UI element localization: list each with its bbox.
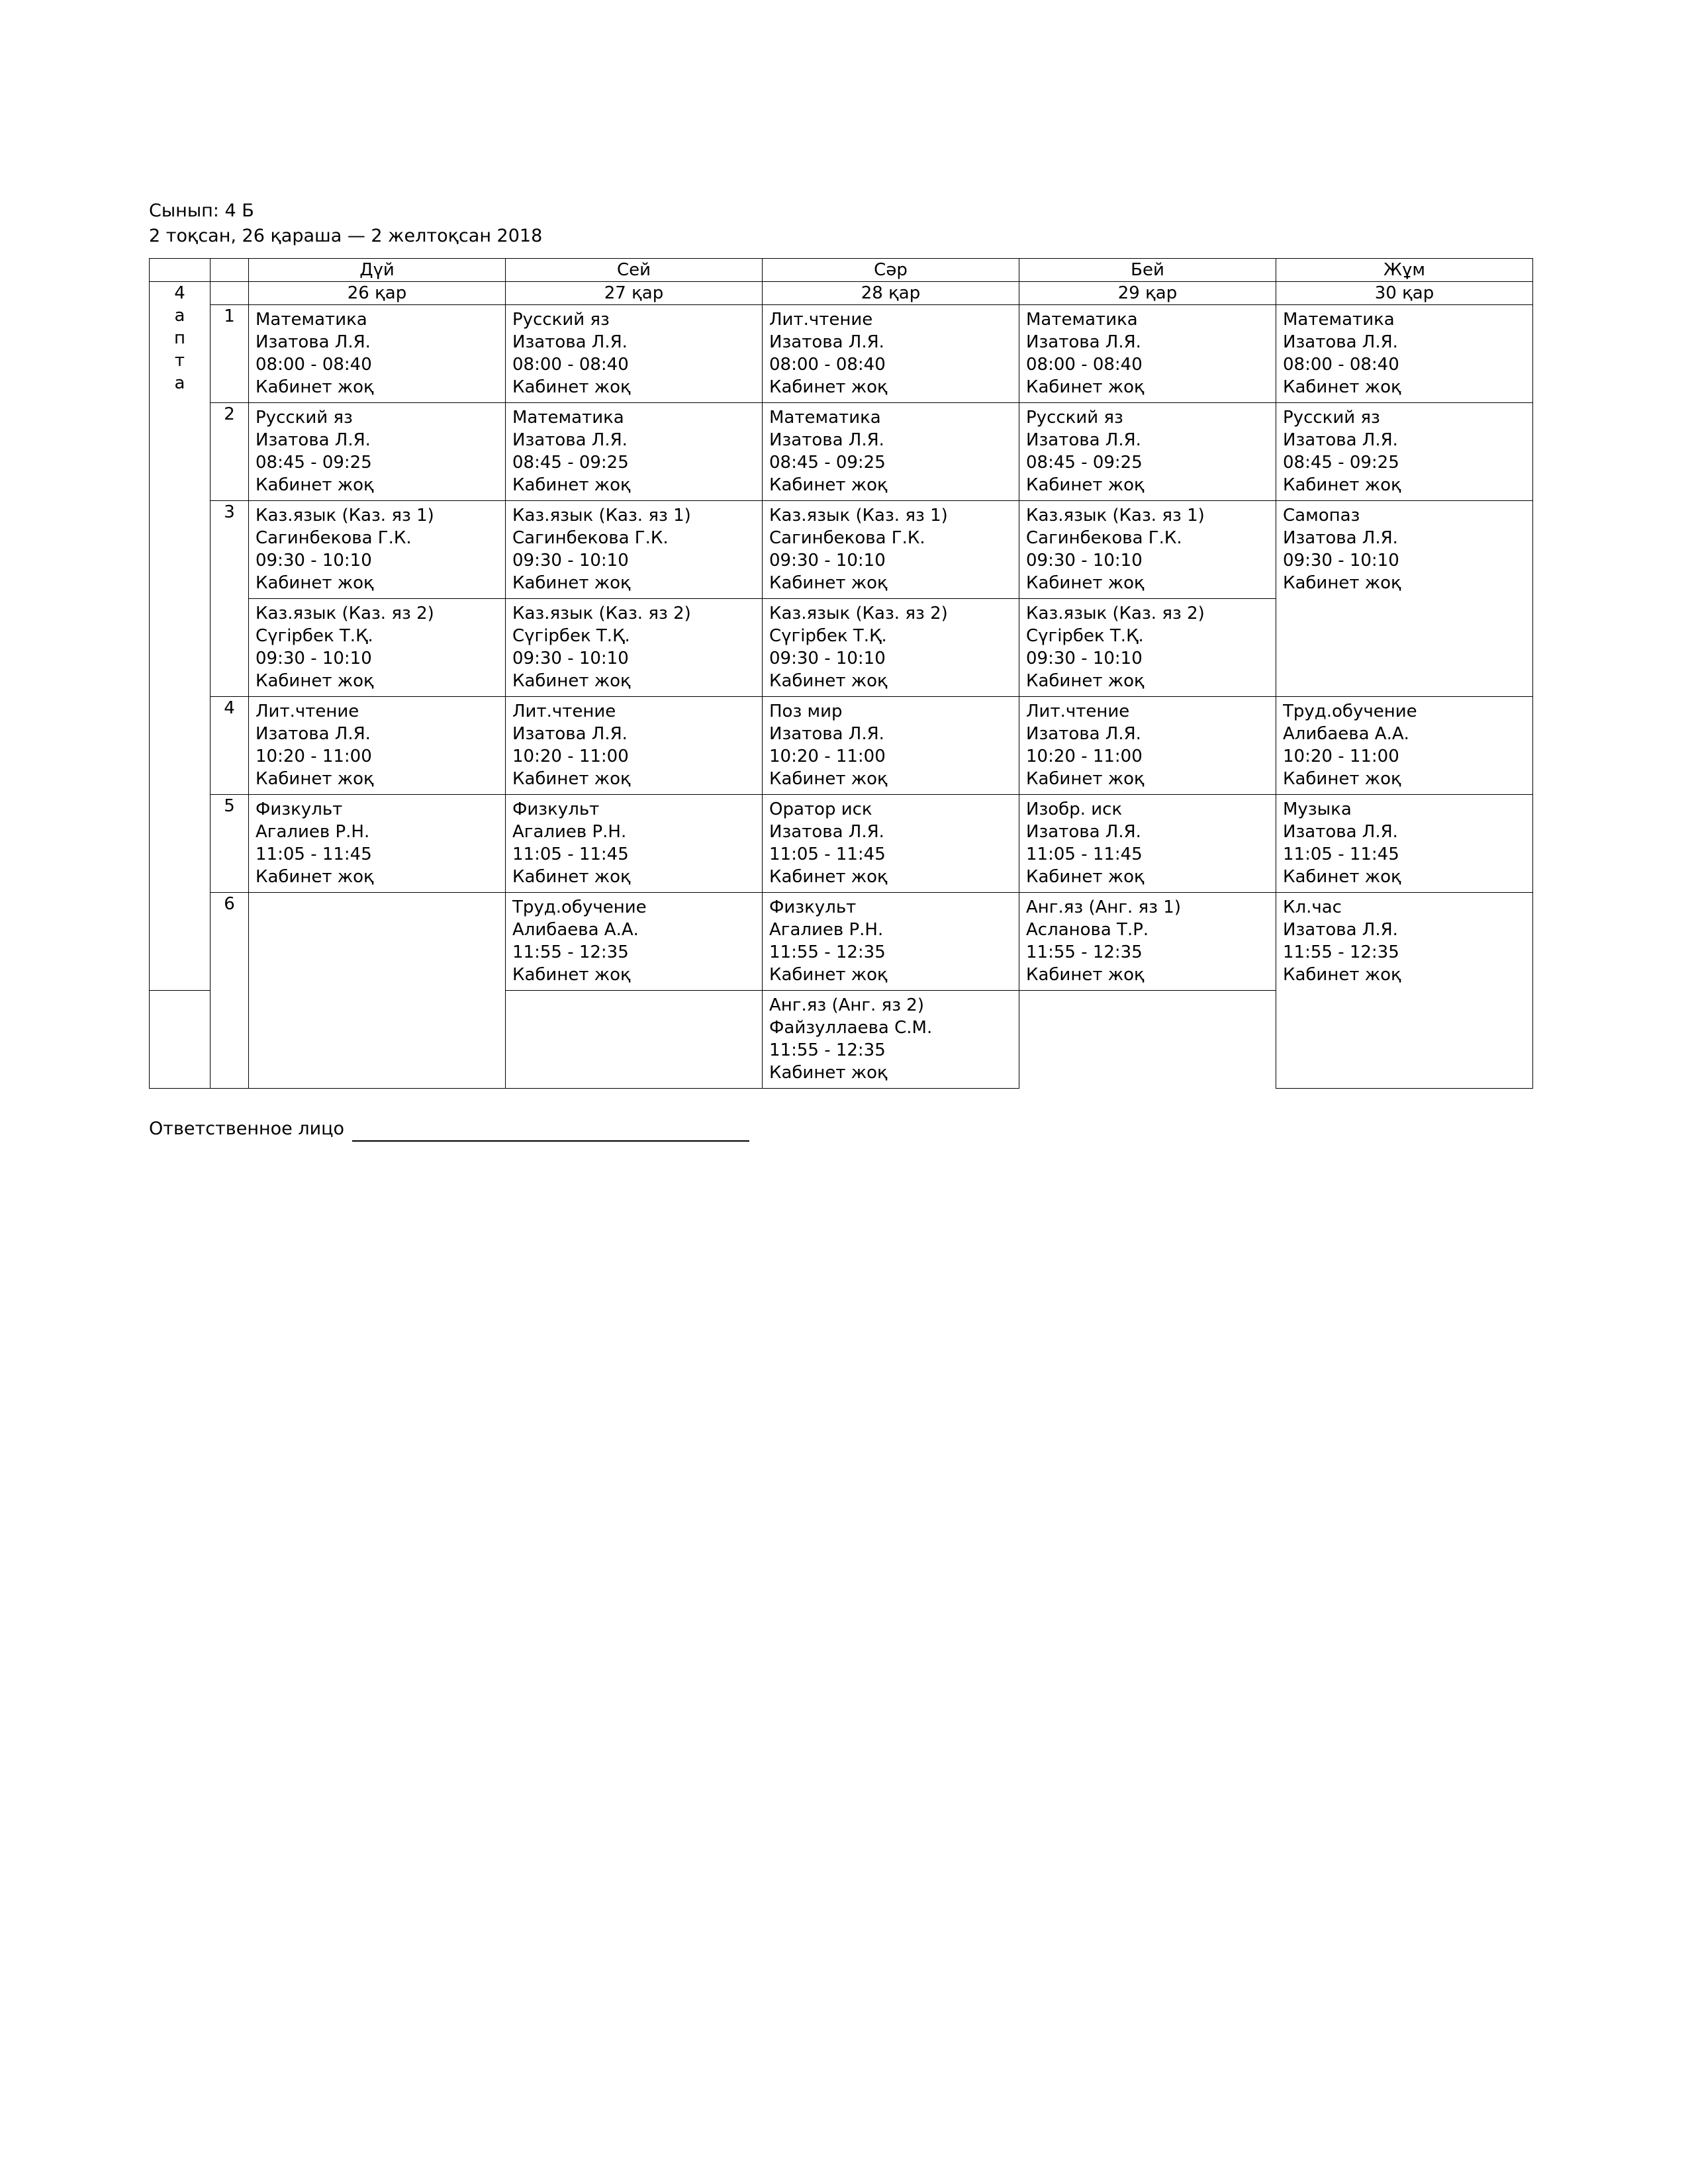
lesson-subject: Математика — [1026, 310, 1138, 330]
lesson-subject: Лит.чтение — [1026, 702, 1130, 721]
lesson-subject: Русский яз — [256, 408, 353, 428]
lesson-number-4: 4 — [211, 697, 249, 795]
lesson-time: 11:55 - 12:35 — [1283, 942, 1399, 962]
lesson-room: Кабинет жоқ — [1026, 671, 1145, 691]
lesson-cell — [1019, 697, 1276, 795]
lesson-entry — [1276, 501, 1532, 598]
lesson-room: Кабинет жоқ — [256, 867, 374, 887]
lesson-room: Кабинет жоқ — [1026, 475, 1145, 495]
lesson-time: 08:45 - 09:25 — [256, 453, 372, 473]
lesson-entry — [763, 403, 1019, 500]
week-label-cell — [150, 282, 211, 991]
lesson-cell — [1019, 893, 1276, 991]
lesson-time: 09:30 - 10:10 — [256, 649, 372, 668]
lesson-subject: Каз.язык (Каз. яз 2) — [769, 604, 948, 623]
lesson-time: 11:05 - 11:45 — [1283, 844, 1399, 864]
lesson-entry — [249, 501, 505, 598]
lesson-number-6: 6 — [211, 893, 249, 1089]
lesson-teacher: Алибаева А.А. — [1283, 724, 1409, 744]
lesson-time: 11:55 - 12:35 — [769, 1040, 886, 1060]
lesson-time: 08:00 - 08:40 — [769, 355, 886, 375]
lesson-time: 11:55 - 12:35 — [512, 942, 629, 962]
lesson-room: Кабинет жоқ — [1026, 377, 1145, 397]
lesson-entry — [1019, 599, 1276, 696]
lesson-entry — [763, 795, 1019, 892]
lesson-teacher: Изатова Л.Я. — [1026, 724, 1141, 744]
lesson-subject: Самопаз — [1283, 506, 1360, 525]
lesson-time: 09:30 - 10:10 — [1026, 551, 1143, 570]
lesson-entry — [1276, 403, 1532, 500]
lesson-entry — [506, 403, 762, 500]
lesson-time: 11:05 - 11:45 — [256, 844, 372, 864]
lesson-cell — [763, 795, 1019, 893]
lesson-teacher: Изатова Л.Я. — [256, 332, 371, 352]
week-label-line-0: 4 — [174, 283, 185, 303]
week-label-line-1: а — [174, 306, 185, 326]
lesson-entry — [249, 403, 505, 500]
lesson-room: Кабинет жоқ — [769, 377, 888, 397]
date-row-num-cell — [211, 282, 249, 305]
lesson-teacher: Изатова Л.Я. — [1026, 430, 1141, 450]
lesson-time: 08:00 - 08:40 — [512, 355, 629, 375]
lesson-cell — [249, 893, 506, 1089]
lesson-time: 09:30 - 10:10 — [512, 551, 629, 570]
lesson-subject: Оратор иск — [769, 799, 872, 819]
lesson-entry — [506, 697, 762, 794]
lesson-room: Кабинет жоқ — [256, 769, 374, 789]
day-date-4: 30 қар — [1276, 282, 1533, 305]
document-body — [149, 199, 1532, 1089]
lesson-entry — [1019, 795, 1276, 892]
lesson-subject: Анг.яз (Анг. яз 1) — [1026, 897, 1181, 917]
lesson-entry — [1019, 305, 1276, 402]
lesson-teacher: Изатова Л.Я. — [1283, 430, 1398, 450]
lesson-subject: Физкульт — [256, 799, 343, 819]
lesson-teacher: Изатова Л.Я. — [256, 724, 371, 744]
signature-rule — [352, 1122, 749, 1142]
lesson-cell — [1019, 599, 1276, 697]
lesson-entry — [150, 991, 210, 998]
lesson-teacher: Изатова Л.Я. — [512, 332, 628, 352]
lesson-entry — [1276, 305, 1532, 402]
lesson-room: Кабинет жоқ — [769, 573, 888, 593]
lesson-entry — [506, 991, 762, 998]
lesson-time: 09:30 - 10:10 — [1283, 551, 1399, 570]
day-name-2: Сәр — [763, 259, 1019, 282]
lesson-entry — [506, 305, 762, 402]
lesson-subject: Каз.язык (Каз. яз 2) — [1026, 604, 1205, 623]
lesson-cell — [506, 991, 763, 1089]
lesson-time: 11:05 - 11:45 — [1026, 844, 1143, 864]
lesson-cell — [1019, 501, 1276, 599]
lesson-cell — [506, 501, 763, 599]
lesson-subject: Поз мир — [769, 702, 843, 721]
lesson-room: Кабинет жоқ — [256, 377, 374, 397]
lesson-time: 09:30 - 10:10 — [769, 649, 886, 668]
lesson-entry — [1019, 403, 1276, 500]
lesson-room: Кабинет жоқ — [1283, 475, 1401, 495]
lesson-room: Кабинет жоқ — [256, 671, 374, 691]
lesson-room: Кабинет жоқ — [769, 671, 888, 691]
lesson-subject: Каз.язык (Каз. яз 2) — [512, 604, 691, 623]
lesson-teacher: Сүгірбек Т.Қ. — [1026, 626, 1144, 646]
lesson-cell — [763, 599, 1019, 697]
lesson-entry — [1019, 697, 1276, 794]
lesson-subject: Русский яз — [1283, 408, 1380, 428]
lesson-teacher: Изатова Л.Я. — [769, 430, 884, 450]
lesson-room: Кабинет жоқ — [512, 867, 631, 887]
lesson-time: 09:30 - 10:10 — [1026, 649, 1143, 668]
lesson-time: 09:30 - 10:10 — [256, 551, 372, 570]
lesson-subject: Труд.обучение — [512, 897, 647, 917]
week-label-line-3: т — [174, 351, 185, 371]
lesson-subject: Изобр. иск — [1026, 799, 1123, 819]
lesson-room: Кабинет жоқ — [1283, 965, 1401, 985]
lesson-number-1: 1 — [211, 305, 249, 403]
lesson-subject: Физкульт — [769, 897, 857, 917]
day-name-4: Жұм — [1276, 259, 1533, 282]
lesson-entry — [506, 893, 762, 990]
lesson-time: 10:20 - 11:00 — [1283, 747, 1399, 766]
lesson-entry — [1019, 893, 1276, 990]
lesson-teacher: Изатова Л.Я. — [1283, 332, 1398, 352]
lesson-teacher: Изатова Л.Я. — [1283, 528, 1398, 548]
lesson-room: Кабинет жоқ — [769, 867, 888, 887]
lesson-cell — [150, 991, 211, 1089]
lesson-room: Кабинет жоқ — [1283, 573, 1401, 593]
lesson-subject: Музыка — [1283, 799, 1352, 819]
lesson-teacher: Сагинбекова Г.К. — [1026, 528, 1182, 548]
lesson-room: Кабинет жоқ — [1283, 769, 1401, 789]
lesson-cell — [506, 403, 763, 501]
table-row — [150, 305, 1533, 403]
lesson-time: 08:45 - 09:25 — [1283, 453, 1399, 473]
corner-cell-num — [211, 259, 249, 282]
lesson-entry — [1019, 501, 1276, 598]
lesson-room: Кабинет жоқ — [512, 377, 631, 397]
lesson-teacher: Файзуллаева С.М. — [769, 1018, 933, 1038]
lesson-subject: Физкульт — [512, 799, 600, 819]
day-date-3: 29 қар — [1019, 282, 1276, 305]
lesson-subject: Анг.яз (Анг. яз 2) — [769, 995, 924, 1015]
lesson-time: 08:00 - 08:40 — [256, 355, 372, 375]
lesson-time: 08:45 - 09:25 — [1026, 453, 1143, 473]
lesson-teacher: Сагинбекова Г.К. — [512, 528, 669, 548]
lesson-cell — [249, 599, 506, 697]
lesson-subject: Каз.язык (Каз. яз 1) — [512, 506, 691, 525]
lesson-time: 08:45 - 09:25 — [769, 453, 886, 473]
lesson-cell — [763, 501, 1019, 599]
week-label-line-2: п — [174, 328, 185, 348]
lesson-subject: Каз.язык (Каз. яз 1) — [769, 506, 948, 525]
lesson-time: 10:20 - 11:00 — [512, 747, 629, 766]
day-name-3: Бей — [1019, 259, 1276, 282]
lesson-room: Кабинет жоқ — [256, 573, 374, 593]
lesson-cell — [506, 893, 763, 991]
lesson-teacher: Сагинбекова Г.К. — [256, 528, 412, 548]
lesson-entry — [1276, 893, 1532, 990]
lesson-time: 11:55 - 12:35 — [769, 942, 886, 962]
lesson-teacher: Агалиев Р.Н. — [256, 822, 370, 842]
lesson-cell — [1276, 697, 1533, 795]
lesson-room: Кабинет жоқ — [1283, 377, 1401, 397]
corner-cell-week — [150, 259, 211, 282]
lesson-subject: Лит.чтение — [256, 702, 359, 721]
lesson-teacher: Изатова Л.Я. — [512, 724, 628, 744]
lesson-entry — [763, 893, 1019, 990]
lesson-entry — [763, 501, 1019, 598]
lesson-cell — [763, 403, 1019, 501]
lesson-subject: Лит.чтение — [512, 702, 616, 721]
period-line: 2 тоқсан, 26 қараша — 2 желтоқсан 2018 — [149, 226, 543, 246]
lesson-number-2: 2 — [211, 403, 249, 501]
lesson-room: Кабинет жоқ — [769, 475, 888, 495]
lesson-room: Кабинет жоқ — [512, 475, 631, 495]
lesson-room: Кабинет жоқ — [1026, 867, 1145, 887]
lesson-room: Кабинет жоқ — [769, 769, 888, 789]
class-line: Сынып: 4 Б — [149, 201, 254, 221]
lesson-entry — [506, 501, 762, 598]
lesson-time: 11:55 - 12:35 — [1026, 942, 1143, 962]
lesson-teacher: Изатова Л.Я. — [1026, 822, 1141, 842]
lesson-room: Кабинет жоқ — [1026, 769, 1145, 789]
lesson-cell — [506, 599, 763, 697]
lesson-cell — [763, 697, 1019, 795]
lesson-room: Кабинет жоқ — [1026, 965, 1145, 985]
lesson-room: Кабинет жоқ — [512, 671, 631, 691]
lesson-teacher: Изатова Л.Я. — [1026, 332, 1141, 352]
day-name-header-row — [150, 259, 1533, 282]
lesson-cell — [763, 305, 1019, 403]
lesson-room: Кабинет жоқ — [512, 965, 631, 985]
lesson-time: 08:00 - 08:40 — [1283, 355, 1399, 375]
table-row — [150, 697, 1533, 795]
lesson-cell — [1019, 403, 1276, 501]
lesson-time: 11:05 - 11:45 — [512, 844, 629, 864]
lesson-cell — [506, 305, 763, 403]
lesson-subject: Лит.чтение — [769, 310, 873, 330]
lesson-time: 08:45 - 09:25 — [512, 453, 629, 473]
lesson-time: 08:00 - 08:40 — [1026, 355, 1143, 375]
lesson-cell — [506, 795, 763, 893]
lesson-cell — [1276, 795, 1533, 893]
lesson-teacher: Сүгірбек Т.Қ. — [512, 626, 630, 646]
lesson-number-5: 5 — [211, 795, 249, 893]
lesson-subject: Математика — [256, 310, 367, 330]
lesson-cell — [1019, 795, 1276, 893]
table-row — [150, 795, 1533, 893]
lesson-time: 11:05 - 11:45 — [769, 844, 886, 864]
lesson-entry — [1276, 697, 1532, 794]
lesson-teacher: Изатова Л.Я. — [1283, 920, 1398, 940]
lesson-time: 10:20 - 11:00 — [769, 747, 886, 766]
lesson-teacher: Изатова Л.Я. — [256, 430, 371, 450]
lesson-teacher: Изатова Л.Я. — [769, 332, 884, 352]
schedule-table — [149, 258, 1533, 1089]
lesson-entry — [763, 991, 1019, 1088]
day-date-header-row — [150, 282, 1533, 305]
lesson-entry — [249, 697, 505, 794]
lesson-cell — [249, 305, 506, 403]
week-label-line-4: а — [174, 373, 185, 393]
day-date-2: 28 қар — [763, 282, 1019, 305]
lesson-cell — [763, 991, 1019, 1089]
lesson-cell — [1276, 893, 1533, 1089]
lesson-subject: Русский яз — [1026, 408, 1123, 428]
lesson-time: 09:30 - 10:10 — [512, 649, 629, 668]
lesson-entry — [249, 599, 505, 696]
lesson-cell — [1276, 501, 1533, 697]
lesson-cell — [249, 403, 506, 501]
lesson-time: 10:20 - 11:00 — [256, 747, 372, 766]
lesson-subject: Кл.час — [1283, 897, 1342, 917]
lesson-teacher: Сүгірбек Т.Қ. — [256, 626, 373, 646]
table-row — [150, 893, 1533, 991]
lesson-cell — [1276, 305, 1533, 403]
lesson-subject: Математика — [512, 408, 624, 428]
lesson-cell — [1276, 403, 1533, 501]
lesson-cell — [763, 893, 1019, 991]
lesson-entry — [763, 697, 1019, 794]
lesson-entry — [249, 795, 505, 892]
lesson-subject: Труд.обучение — [1283, 702, 1417, 721]
lesson-entry — [763, 599, 1019, 696]
lesson-cell — [506, 697, 763, 795]
day-name-0: Дүй — [249, 259, 506, 282]
lesson-subject: Каз.язык (Каз. яз 1) — [1026, 506, 1205, 525]
lesson-room: Кабинет жоқ — [512, 769, 631, 789]
lesson-teacher: Алибаева А.А. — [512, 920, 639, 940]
lesson-room: Кабинет жоқ — [769, 965, 888, 985]
lesson-entry — [249, 305, 505, 402]
lesson-subject: Каз.язык (Каз. яз 2) — [256, 604, 434, 623]
responsible-person-line — [149, 1116, 1688, 1142]
day-name-1: Сей — [506, 259, 763, 282]
lesson-subject: Математика — [1283, 310, 1395, 330]
lesson-teacher: Агалиев Р.Н. — [512, 822, 627, 842]
lesson-teacher: Сүгірбек Т.Қ. — [769, 626, 887, 646]
lesson-room: Кабинет жоқ — [512, 573, 631, 593]
lesson-room: Кабинет жоқ — [1283, 867, 1401, 887]
lesson-teacher: Изатова Л.Я. — [769, 724, 884, 744]
table-row — [150, 403, 1533, 501]
lesson-cell — [249, 697, 506, 795]
day-date-1: 27 қар — [506, 282, 763, 305]
lesson-teacher: Агалиев Р.Н. — [769, 920, 884, 940]
lesson-room: Кабинет жоқ — [256, 475, 374, 495]
lesson-room: Кабинет жоқ — [1026, 573, 1145, 593]
lesson-entry — [506, 795, 762, 892]
lesson-room: Кабинет жоқ — [769, 1063, 888, 1083]
lesson-teacher: Сагинбекова Г.К. — [769, 528, 925, 548]
lesson-cell — [1019, 305, 1276, 403]
lesson-entry — [763, 305, 1019, 402]
lesson-subject: Математика — [769, 408, 881, 428]
lesson-number-3: 3 — [211, 501, 249, 697]
lesson-subject: Каз.язык (Каз. яз 1) — [256, 506, 434, 525]
lesson-cell — [249, 501, 506, 599]
lesson-subject: Русский яз — [512, 310, 610, 330]
responsible-person-label: Ответственное лицо — [149, 1118, 345, 1139]
lesson-entry — [1276, 795, 1532, 892]
lesson-teacher: Изатова Л.Я. — [769, 822, 884, 842]
day-date-0: 26 қар — [249, 282, 506, 305]
lesson-entry — [249, 893, 505, 900]
lesson-teacher: Изатова Л.Я. — [512, 430, 628, 450]
lesson-teacher: Изатова Л.Я. — [1283, 822, 1398, 842]
lesson-time: 09:30 - 10:10 — [769, 551, 886, 570]
lesson-entry — [506, 599, 762, 696]
table-row — [150, 501, 1533, 599]
lesson-teacher: Асланова Т.Р. — [1026, 920, 1149, 940]
lesson-cell — [249, 795, 506, 893]
lesson-time: 10:20 - 11:00 — [1026, 747, 1143, 766]
